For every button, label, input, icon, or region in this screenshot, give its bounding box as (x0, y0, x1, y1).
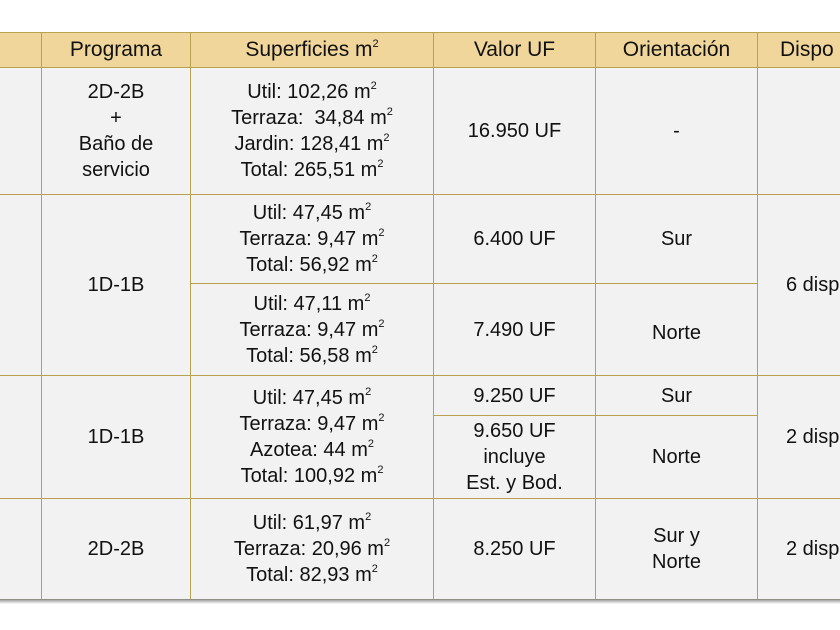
superficie-line (191, 79, 433, 105)
header-programa: Programa (42, 33, 191, 68)
programa-cell (42, 499, 191, 600)
superficie-text: Total: 56,92 m (246, 254, 372, 276)
valor-line: 6.400 UF (473, 228, 556, 250)
valor-line: 9.250 UF (473, 384, 556, 407)
superficie-line (191, 385, 433, 411)
header-superficies-label: Superficies m (245, 38, 373, 61)
unit-sup: 2 (367, 438, 374, 451)
table-row (0, 499, 840, 600)
valor-line: 8.250 UF (473, 538, 556, 560)
unit-sup: 2 (378, 227, 385, 240)
superficie-text: Util: 47,45 m (252, 202, 366, 224)
superficies-cell (191, 376, 434, 499)
valor-line: 16.950 UF (467, 120, 562, 142)
dispo-text: 6 disp (786, 274, 840, 296)
superficie-text: Terraza: 20,96 m (233, 538, 384, 560)
superficie-line (191, 562, 433, 588)
superficie-line (191, 200, 433, 226)
unit-sup: 2 (378, 412, 385, 425)
superficie-line (191, 510, 433, 536)
superficie-text: Azotea: 44 m (250, 439, 368, 461)
programa-line: 2D-2B (87, 538, 145, 560)
header-superficies-sup: 2 (372, 38, 379, 50)
valor-cell (434, 68, 596, 195)
dispo-text: 2 disp (786, 538, 840, 560)
orientacion-cell: Sur (596, 195, 758, 284)
header-valor: Valor UF (434, 33, 596, 68)
superficie-line (191, 157, 433, 183)
dispo-cell (758, 195, 840, 376)
superficie-text: Terraza: 9,47 m (239, 228, 379, 250)
superficie-text: Total: 56,58 m (246, 344, 372, 367)
programa-cell (42, 376, 191, 499)
superficie-line (191, 252, 433, 278)
superficie-line (191, 105, 433, 131)
orientacion-cell: Norte (596, 416, 758, 499)
orientacion-text: Norte (652, 321, 701, 344)
valor-line: Est. y Bod. (466, 472, 563, 494)
superficies-cell (191, 195, 434, 284)
superficies-cell (191, 284, 434, 376)
superficie-text: Util: 47,45 m (252, 387, 366, 409)
dispo-cell (758, 376, 840, 499)
orientacion-line: Sur y (653, 525, 700, 547)
superficie-text: Jardin: 128,41 m (234, 133, 384, 155)
valor-cell (434, 416, 596, 499)
superficies-cell (191, 68, 434, 195)
unit-sup: 2 (364, 291, 371, 304)
programa-line: 2D-2B (87, 81, 145, 103)
programa-line: 1D-1B (87, 426, 145, 448)
dispo-cell (758, 499, 840, 600)
unit-sup: 2 (365, 386, 372, 399)
table-shadow (0, 599, 840, 604)
header-blank (0, 33, 42, 68)
row-blank (0, 376, 42, 499)
superficie-text: Total: 82,93 m (246, 564, 372, 586)
programa-line: + (110, 107, 122, 129)
orientacion-cell: - (596, 68, 758, 195)
valor-line: incluye (483, 446, 546, 468)
programa-line: 1D-1B (87, 274, 145, 296)
unit-sup: 2 (370, 80, 377, 93)
row-blank (0, 68, 42, 195)
superficie-line (191, 437, 433, 463)
superficie-text: Terraza: 34,84 m (231, 107, 387, 129)
unit-sup: 2 (365, 511, 372, 524)
header-row (0, 33, 840, 68)
unit-sup: 2 (371, 253, 378, 266)
orientacion-line: Norte (652, 551, 701, 573)
header-superficies (191, 33, 434, 68)
valor-cell (434, 376, 596, 416)
superficie-line (191, 463, 433, 489)
unit-sup: 2 (383, 537, 391, 550)
superficie-line (191, 317, 433, 343)
table-row (0, 68, 840, 195)
valor-cell (434, 284, 596, 376)
row-blank (0, 499, 42, 600)
unit-sup: 2 (386, 106, 393, 119)
pricing-table-container (0, 32, 840, 599)
unit-sup: 2 (378, 317, 385, 330)
superficie-text: Terraza: 9,47 m (239, 318, 379, 341)
programa-cell (42, 68, 191, 195)
valor-line: 7.490 UF (473, 318, 556, 341)
superficie-line (191, 411, 433, 437)
superficie-line (191, 291, 433, 317)
superficie-line (191, 536, 433, 562)
programa-cell (42, 195, 191, 376)
unit-sup: 2 (371, 343, 378, 356)
programa-line: servicio (82, 159, 150, 181)
dispo-cell (758, 68, 840, 195)
header-orientacion: Orientación (596, 33, 758, 68)
valor-line: 9.650 UF (473, 420, 556, 442)
superficie-text: Total: 100,92 m (240, 465, 378, 487)
orientacion-cell: Sur (596, 376, 758, 416)
valor-cell (434, 195, 596, 284)
unit-sup: 2 (377, 158, 384, 171)
programa-line: Baño de (78, 133, 154, 155)
superficie-text: Util: 102,26 m (247, 81, 371, 103)
table-row (0, 195, 840, 284)
table-row (0, 376, 840, 416)
superficie-line (191, 131, 433, 157)
unit-sup: 2 (383, 132, 390, 145)
superficies-cell (191, 499, 434, 600)
unit-sup: 2 (377, 464, 384, 477)
row-blank (0, 195, 42, 376)
valor-cell (434, 499, 596, 600)
superficie-text: Util: 47,11 m (253, 292, 365, 315)
superficie-line (191, 226, 433, 252)
orientacion-cell (596, 284, 758, 376)
header-dispo: Dispo (758, 33, 840, 68)
superficie-text: Util: 61,97 m (252, 512, 366, 534)
pricing-table (0, 32, 840, 600)
orientacion-cell (596, 499, 758, 600)
unit-sup: 2 (365, 201, 372, 214)
dispo-text: 2 disp (786, 426, 840, 448)
superficie-line (191, 343, 433, 369)
superficie-text: Total: 265,51 m (240, 159, 378, 181)
unit-sup: 2 (371, 563, 378, 576)
superficie-text: Terraza: 9,47 m (239, 413, 379, 435)
